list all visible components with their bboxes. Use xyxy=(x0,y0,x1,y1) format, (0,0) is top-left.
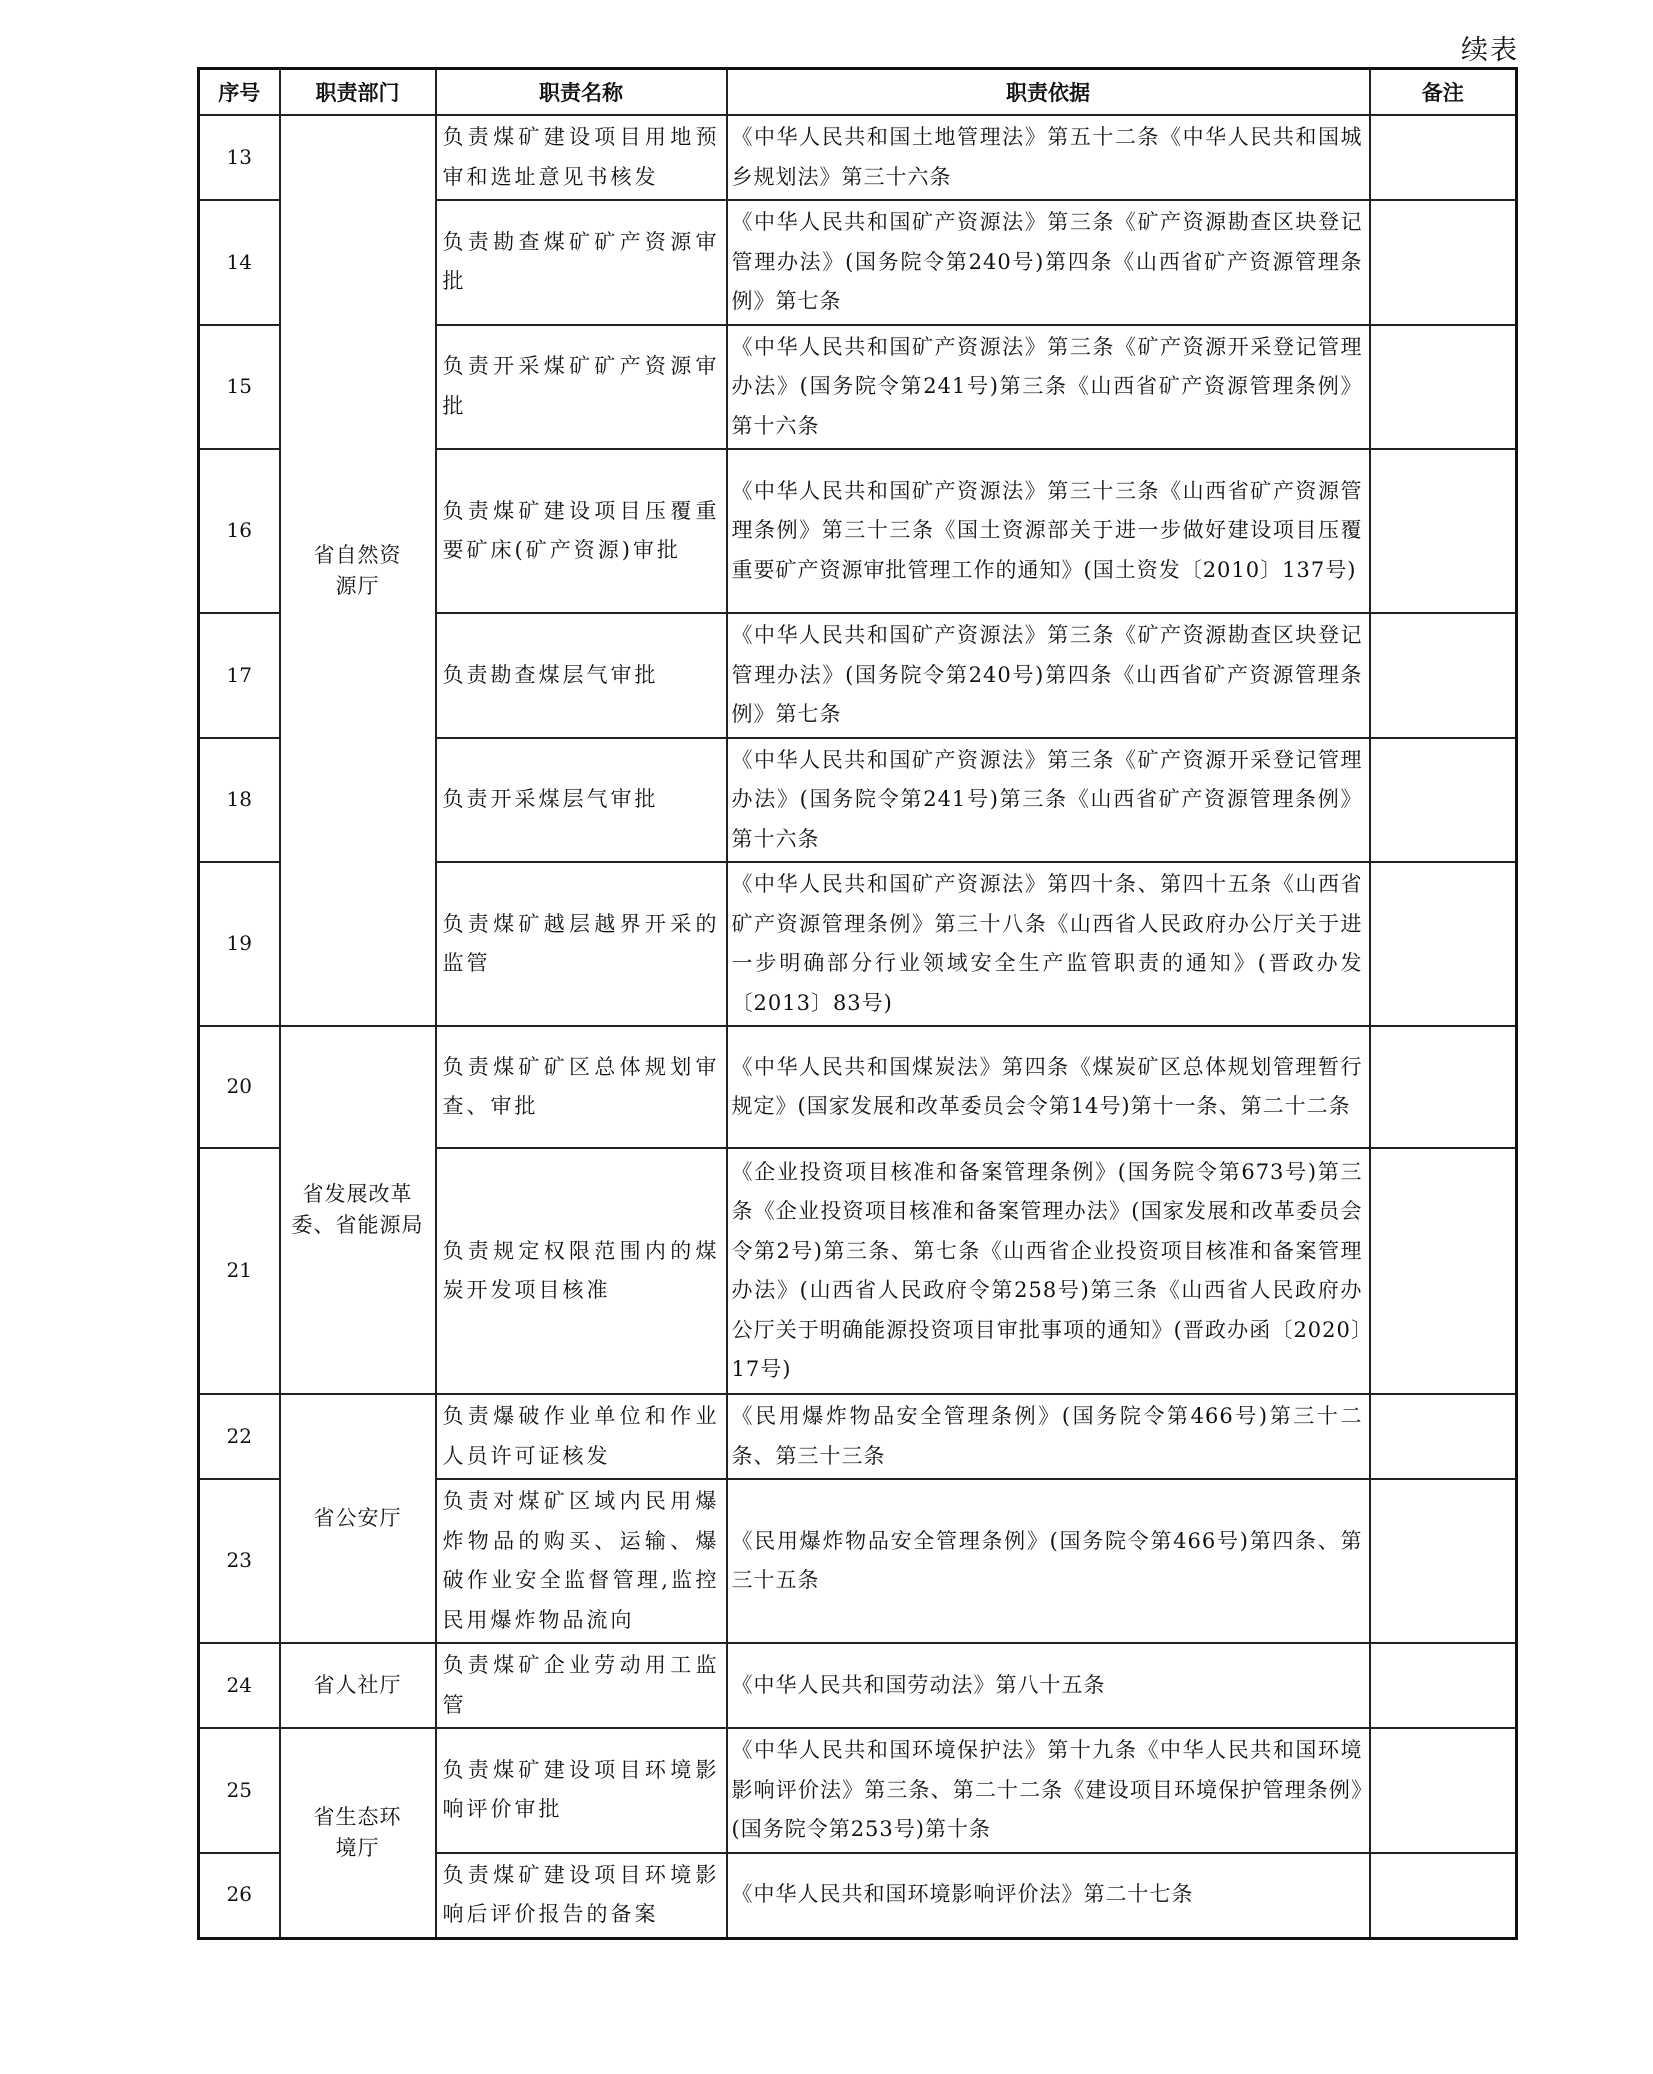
header-duty-basis: 职责依据 xyxy=(727,69,1370,116)
duty-name: 负责煤矿建设项目环境影响评价审批 xyxy=(436,1728,727,1853)
remark-cell xyxy=(1370,449,1517,613)
remark-cell xyxy=(1370,1148,1517,1394)
duty-name: 负责煤矿建设项目用地预审和选址意见书核发 xyxy=(436,115,727,200)
row-number: 22 xyxy=(199,1394,280,1479)
remark-cell xyxy=(1370,115,1517,200)
remark-cell xyxy=(1370,1479,1517,1643)
header-department: 职责部门 xyxy=(280,69,436,116)
remark-cell xyxy=(1370,1728,1517,1853)
table-row xyxy=(199,1643,1517,1728)
duty-name: 负责勘查煤矿矿产资源审批 xyxy=(436,200,727,325)
duty-name: 负责煤矿越层越界开采的监管 xyxy=(436,862,727,1026)
duty-basis: 《中华人民共和国矿产资源法》第三条《矿产资源开采登记管理办法》(国务院令第241号)第三条《山西省矿产资源管理条例》第十六条 xyxy=(727,325,1370,450)
row-number: 17 xyxy=(199,613,280,738)
remark-cell xyxy=(1370,325,1517,450)
table-row xyxy=(199,1728,1517,1853)
table-row xyxy=(199,1026,1517,1148)
header-serial: 序号 xyxy=(199,69,280,116)
remark-cell xyxy=(1370,200,1517,325)
remark-cell xyxy=(1370,862,1517,1026)
duty-name: 负责煤矿建设项目环境影响后评价报告的备案 xyxy=(436,1853,727,1939)
duty-basis: 《民用爆炸物品安全管理条例》(国务院令第466号)第三十二条、第三十三条 xyxy=(727,1394,1370,1479)
row-number: 13 xyxy=(199,115,280,200)
duty-basis: 《中华人民共和国环境保护法》第十九条《中华人民共和国环境影响评价法》第三条、第二十二条《建设项目环境保护管理条例》(国务院令第253号)第十条 xyxy=(727,1728,1370,1853)
duty-name: 负责对煤矿区域内民用爆炸物品的购买、运输、爆破作业安全监督管理,监控民用爆炸物品流向 xyxy=(436,1479,727,1643)
remark-cell xyxy=(1370,1026,1517,1148)
row-number: 14 xyxy=(199,200,280,325)
remark-cell xyxy=(1370,1394,1517,1479)
duty-name: 负责勘查煤层气审批 xyxy=(436,613,727,738)
department-cell: 省公安厅 xyxy=(280,1394,436,1643)
duty-name: 负责煤矿企业劳动用工监管 xyxy=(436,1643,727,1728)
continued-label: 续表 xyxy=(1461,35,1519,66)
row-number: 21 xyxy=(199,1148,280,1394)
department-cell: 省发展改革委、省能源局 xyxy=(280,1026,436,1394)
department-cell: 省生态环境厅 xyxy=(280,1728,436,1938)
duty-basis: 《中华人民共和国矿产资源法》第三条《矿产资源勘查区块登记管理办法》(国务院令第240号)第四条《山西省矿产资源管理条例》第七条 xyxy=(727,613,1370,738)
row-number: 18 xyxy=(199,738,280,863)
remark-cell xyxy=(1370,1643,1517,1728)
table-row xyxy=(199,1394,1517,1479)
row-number: 25 xyxy=(199,1728,280,1853)
remark-cell xyxy=(1370,738,1517,863)
duty-basis: 《中华人民共和国矿产资源法》第三条《矿产资源开采登记管理办法》(国务院令第241号)第三条《山西省矿产资源管理条例》第十六条 xyxy=(727,738,1370,863)
header-remark: 备注 xyxy=(1370,69,1517,116)
remark-cell xyxy=(1370,613,1517,738)
remark-cell xyxy=(1370,1853,1517,1939)
duty-basis: 《中华人民共和国矿产资源法》第三条《矿产资源勘查区块登记管理办法》(国务院令第240号)第四条《山西省矿产资源管理条例》第七条 xyxy=(727,200,1370,325)
header-duty-name: 职责名称 xyxy=(436,69,727,116)
header-row xyxy=(199,69,1517,116)
duty-basis: 《中华人民共和国煤炭法》第四条《煤炭矿区总体规划管理暂行规定》(国家发展和改革委员会令第14号)第十一条、第二十二条 xyxy=(727,1026,1370,1148)
department-cell: 省自然资源厅 xyxy=(280,115,436,1026)
row-number: 16 xyxy=(199,449,280,613)
duty-basis: 《中华人民共和国劳动法》第八十五条 xyxy=(727,1643,1370,1728)
duty-basis: 《中华人民共和国矿产资源法》第三十三条《山西省矿产资源管理条例》第三十三条《国土资源部关于进一步做好建设项目压覆重要矿产资源审批管理工作的通知》(国土资发〔2010〕137号) xyxy=(727,449,1370,613)
duty-basis: 《中华人民共和国环境影响评价法》第二十七条 xyxy=(727,1853,1370,1939)
duty-name: 负责煤矿建设项目压覆重要矿床(矿产资源)审批 xyxy=(436,449,727,613)
duty-name: 负责开采煤矿矿产资源审批 xyxy=(436,325,727,450)
row-number: 15 xyxy=(199,325,280,450)
row-number: 24 xyxy=(199,1643,280,1728)
department-cell: 省人社厅 xyxy=(280,1643,436,1728)
duty-basis: 《民用爆炸物品安全管理条例》(国务院令第466号)第四条、第三十五条 xyxy=(727,1479,1370,1643)
row-number: 20 xyxy=(199,1026,280,1148)
row-number: 19 xyxy=(199,862,280,1026)
row-number: 23 xyxy=(199,1479,280,1643)
duty-name: 负责煤矿矿区总体规划审查、审批 xyxy=(436,1026,727,1148)
row-number: 26 xyxy=(199,1853,280,1939)
duty-name: 负责规定权限范围内的煤炭开发项目核准 xyxy=(436,1148,727,1394)
duty-basis: 《中华人民共和国矿产资源法》第四十条、第四十五条《山西省矿产资源管理条例》第三十八条《山西省人民政府办公厅关于进一步明确部分行业领域安全生产监管职责的通知》(晋政办发〔2013〕83号) xyxy=(727,862,1370,1026)
duty-basis: 《中华人民共和国土地管理法》第五十二条《中华人民共和国城乡规划法》第三十六条 xyxy=(727,115,1370,200)
duty-name: 负责爆破作业单位和作业人员许可证核发 xyxy=(436,1394,727,1479)
duty-basis: 《企业投资项目核准和备案管理条例》(国务院令第673号)第三条《企业投资项目核准和备案管理办法》(国家发展和改革委员会令第2号)第三条、第七条《山西省企业投资项目核准和备案管理办法》(山西省人民政府令第258号)第三条《山西省人民政府办公厅关于明确能源投资项目审批事项的通知》(晋政办函〔2020〕17号) xyxy=(727,1148,1370,1394)
duty-name: 负责开采煤层气审批 xyxy=(436,738,727,863)
table-row xyxy=(199,115,1517,200)
duty-table xyxy=(197,67,1518,1940)
